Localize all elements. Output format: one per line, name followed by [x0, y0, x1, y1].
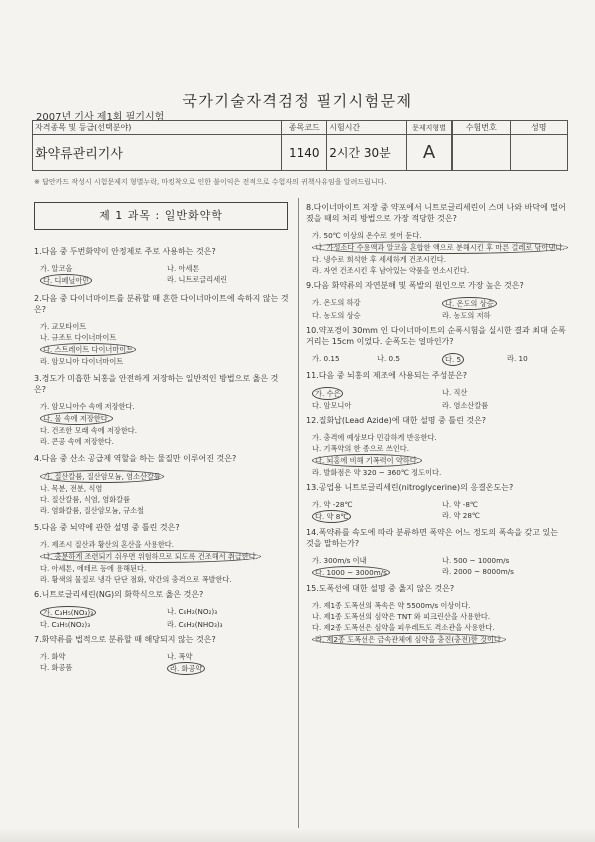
question [34, 293, 290, 367]
answer-option[interactable]: 다. 질산칼륨, 식염, 염화칼륨 [40, 495, 131, 504]
question-text: 2.다음 중 다이너마이트를 분류할 때 흔한 다이너마이트에 속하지 않는 것은? [34, 294, 289, 314]
exam-number-field[interactable] [453, 135, 511, 171]
answer-option[interactable] [40, 606, 163, 619]
option-list [312, 230, 568, 276]
field-label: 자격종목 및 등급(선택분야) [33, 121, 282, 135]
option-list [312, 353, 568, 366]
answer-option[interactable]: 나. 500 ~ 1000m/s [442, 556, 510, 565]
answer-option[interactable]: 나. 0.5 [377, 354, 400, 363]
answer-mark-circle: 가. C₃H₅(NO₃)₃ [40, 606, 96, 619]
answer-option[interactable] [40, 550, 290, 563]
field-value: 화약류관리기사 [33, 135, 282, 171]
answer-option[interactable]: 라. 염소산칼륨 [442, 401, 489, 410]
answer-option[interactable]: 다. 농도의 상승 [312, 311, 361, 320]
question-text: 15.도폭선에 대한 설명 중 옳지 않은 것은? [306, 584, 455, 593]
answer-option[interactable]: 가. 0.15 [312, 354, 340, 363]
name-label: 성명 [510, 121, 568, 135]
column-divider [298, 198, 299, 828]
answer-mark-circle: 다. 약 8℃ [312, 510, 351, 523]
answer-option[interactable]: 라. 염화칼륨, 질산암모늄, 규소철 [40, 506, 144, 515]
option-list [312, 432, 568, 478]
answer-mark-circle: 나. 물 속에 저장한다. [40, 412, 113, 425]
option-list [312, 297, 568, 321]
question [306, 280, 568, 321]
answer-option[interactable]: 다. 냉수로 희석한 후 세세하게 건조시킨다. [312, 255, 447, 264]
exam-info-table [32, 120, 452, 171]
answer-option[interactable]: 가. 충격에 예상보다 민감하게 반응한다. [312, 433, 437, 442]
code-value: 1140 [282, 135, 327, 171]
notice-text: ※ 답안카드 작성시 시험문제지 형별누락, 마킹착오로 인한 불이익은 전적으로 수험자의 귀책사유임을 알려드립니다. [34, 178, 387, 186]
code-label: 종목코드 [282, 121, 327, 135]
answer-option[interactable]: 라. C₆H₂(NHO₃)₃ [167, 620, 223, 629]
answer-mark-circle: 나. 충분하게 조련되기 쉬우면 위험하므로 되도록 건조해서 취급한다. [40, 550, 261, 563]
page-title: 국가기술자격검정 필기시험문제 [182, 92, 413, 110]
question [306, 370, 568, 411]
answer-option[interactable] [442, 353, 503, 366]
answer-option[interactable]: 라. 니트로글리세린 [167, 275, 228, 284]
answer-option[interactable]: 가. 제1종 도폭선의 폭속은 약 5500m/s 이상이다. [312, 601, 471, 610]
option-list [40, 539, 290, 585]
answer-mark-circle: 가. 수은 [312, 387, 343, 400]
time-label: 시험시간 [327, 121, 407, 135]
answer-option[interactable]: 라. 10 [507, 354, 528, 363]
answer-option[interactable] [40, 274, 163, 287]
answer-option[interactable] [40, 470, 290, 483]
time-value: 2시간 30분 [327, 135, 407, 171]
answer-option[interactable]: 가. 300m/s 이내 [312, 556, 367, 565]
question-text: 11.다음 중 뇌홍의 제조에 사용되는 주성분은? [306, 371, 468, 380]
answer-option[interactable]: 나. 약 -8℃ [442, 500, 478, 509]
answer-option[interactable]: 나. 기폭약의 한 종으로 쓰인다. [312, 444, 410, 453]
answer-option[interactable]: 나. 제1종 도폭선의 심약은 TNT 와 피크린산을 사용한다. [312, 612, 491, 621]
answer-mark-circle: 라. 화공약 [167, 662, 205, 675]
answer-option[interactable] [312, 387, 438, 400]
question-text: 13.공업용 니트로글리세린(nitroglycerine)의 응결온도는? [306, 483, 514, 492]
question [34, 522, 290, 585]
option-list [40, 470, 290, 516]
answer-mark-circle: 다. 5 [442, 353, 464, 366]
answer-option[interactable]: 다. 제2종 도폭선은 심약을 피우레트도 격소관을 사용한다. [312, 623, 495, 632]
answer-option[interactable]: 라. 발화점은 약 320 ~ 360℃ 정도이다. [312, 468, 442, 477]
answer-mark-circle: 나. 가성소다 수용액과 알코올 혼합한 액으로 분해시킨 후 마른 걸레로 닦아낸다. [312, 241, 568, 254]
answer-option[interactable]: 라. 2000 ~ 8000m/s [442, 567, 514, 576]
exam-number-label: 수험번호 [453, 121, 511, 135]
question [306, 583, 568, 646]
question [306, 527, 568, 579]
answer-option[interactable]: 나. 폭약 [167, 652, 193, 661]
subject-heading: 제 1 과목 : 일반화약학 [34, 202, 288, 230]
answer-option[interactable]: 가. 약 -28℃ [312, 500, 353, 509]
answer-mark-circle: 다. 뇌홍에 비해 기폭력이 약하다. [312, 454, 422, 467]
left-column [34, 202, 290, 679]
type-value: A [407, 135, 452, 171]
answer-mark-circle: 가. 질산칼륨, 질산암모늄, 염소산칼륨 [40, 470, 164, 483]
option-list [312, 600, 568, 646]
answer-mark-circle: 다. 1000 ~ 3000m/s [312, 566, 390, 579]
option-list [312, 387, 568, 411]
answer-option[interactable]: 나. 아세톤 [167, 264, 200, 273]
question-text: 1.다음 중 두번화약이 안정제로 주로 사용하는 것은? [34, 247, 216, 256]
answer-option[interactable]: 나. C₆H₂(NO₂)₃ [167, 607, 218, 616]
answer-option[interactable]: 라. 황색의 물질로 냉각 단단 점화, 약간의 충격으로 폭발한다. [40, 575, 232, 584]
question-text: 5.다음 중 뇌약에 관한 설명 중 틀린 것은? [34, 523, 180, 532]
answer-option[interactable]: 라. 농도의 저하 [442, 311, 491, 320]
option-list [40, 651, 290, 675]
answer-mark-circle: 다. 디페닐아민 [40, 274, 92, 287]
answer-option[interactable]: 가. 화약 [40, 652, 66, 661]
answer-mark-circle: 나. 온도의 상승 [442, 297, 497, 310]
question-text: 3.경도가 미흡한 뇌홍을 안전하게 저장하는 일반적인 방법으로 옳은 것은? [34, 374, 279, 394]
answer-option[interactable] [312, 454, 568, 467]
question-text: 8.다이너마이트 저장 중 약포에서 니트로글리세린이 스며 나와 바닥에 떨어졌을 때의 처리 방법으로 가장 적당한 것은? [306, 203, 566, 223]
option-list [40, 321, 290, 367]
answer-option[interactable] [167, 662, 290, 675]
answer-option[interactable]: 가. 알코올 [40, 264, 73, 273]
question [34, 246, 290, 287]
question-text: 10.약포경이 30mm 인 다이너마이트의 순폭시험을 실시한 결과 최대 순폭거리는 15cm 이었다. 순폭도는 얼마인가? [306, 326, 566, 346]
exam-session: 2007년 기사 제1회 필기시험 [36, 112, 165, 123]
answer-option[interactable]: 라. 약 28℃ [442, 511, 480, 520]
scan-edge [0, 828, 595, 842]
option-list [40, 263, 290, 287]
type-label: 문제지형별 [407, 121, 452, 135]
question [34, 589, 290, 630]
question [34, 634, 290, 675]
candidate-table [452, 120, 568, 171]
answer-option[interactable] [312, 633, 568, 646]
answer-option[interactable] [312, 241, 568, 254]
answer-option[interactable] [312, 566, 438, 579]
answer-option[interactable]: 라. 암모니아 다이너마이트 [40, 357, 124, 366]
answer-option[interactable]: 다. 암모니아 [312, 401, 352, 410]
question [34, 453, 290, 516]
right-column [306, 202, 568, 650]
answer-option[interactable]: 다. 아세톤, 에테르 등에 용해된다. [40, 564, 147, 573]
answer-option[interactable]: 나. 목분, 전분, 식염 [40, 484, 103, 493]
question-text: 14.폭약류를 속도에 따라 분류하면 폭약은 어느 정도의 폭속을 갖고 있는 것을 말하는가? [306, 528, 558, 548]
question [306, 482, 568, 523]
answer-mark-circle: 라. 제2종 도폭선은 금속관체에 심약을 충진(충전)한 것이다. [312, 633, 506, 646]
question [34, 373, 290, 447]
question-text: 6.니트로글리세린(NG)의 화학식으로 옳은 것은? [34, 590, 204, 599]
question-text: 7.화약류를 법적으로 분류할 때 해당되지 않는 것은? [34, 635, 216, 644]
answer-option[interactable]: 나. 직산 [442, 388, 468, 397]
question [306, 202, 568, 276]
answer-option[interactable]: 가. 교모타이트 [40, 322, 87, 331]
answer-option[interactable]: 가. 제조시 질산과 황산의 혼산을 사용한다. [40, 540, 175, 549]
option-list [40, 606, 290, 630]
answer-option[interactable] [40, 343, 290, 356]
answer-option[interactable]: 라. 자연 건조시킨 후 남아있는 약품을 연소시킨다. [312, 266, 470, 275]
option-list [312, 499, 568, 523]
right-question-list [306, 202, 568, 646]
question [306, 415, 568, 478]
question-text: 12.질화납(Lead Azide)에 대한 설명 중 틀린 것은? [306, 416, 487, 425]
name-field[interactable] [510, 135, 568, 171]
option-list [312, 555, 568, 579]
answer-option[interactable]: 다. 건조한 모래 속에 저장한다. [40, 426, 138, 435]
answer-option[interactable]: 다. C₃H₅(NO₂)₃ [40, 620, 91, 629]
answer-option[interactable]: 가. 온도의 하강 [312, 298, 361, 307]
answer-option[interactable] [40, 412, 290, 425]
answer-mark-circle: 다. 스트레이트 다이너마이트 [40, 343, 136, 356]
answer-option[interactable]: 라. 콘공 속에 저장한다. [40, 437, 114, 446]
answer-option[interactable] [442, 297, 568, 310]
answer-option[interactable]: 나. 규조토 다이너마이트 [40, 333, 117, 342]
answer-option[interactable]: 가. 50℃ 이상의 온수로 씻어 둔다. [312, 231, 422, 240]
answer-option[interactable] [312, 510, 438, 523]
left-question-list [34, 246, 290, 675]
answer-option[interactable]: 가. 암모니아수 속에 저장한다. [40, 402, 135, 411]
question [306, 325, 568, 366]
answer-option[interactable]: 다. 화공품 [40, 663, 73, 672]
option-list [40, 401, 290, 447]
question-text: 9.다음 화약류의 자연분해 및 폭발의 원인으로 가장 높은 것은? [306, 281, 524, 290]
question-text: 4.다음 중 산소 공급제 역할을 하는 물질만 이루어진 것은? [34, 454, 237, 463]
